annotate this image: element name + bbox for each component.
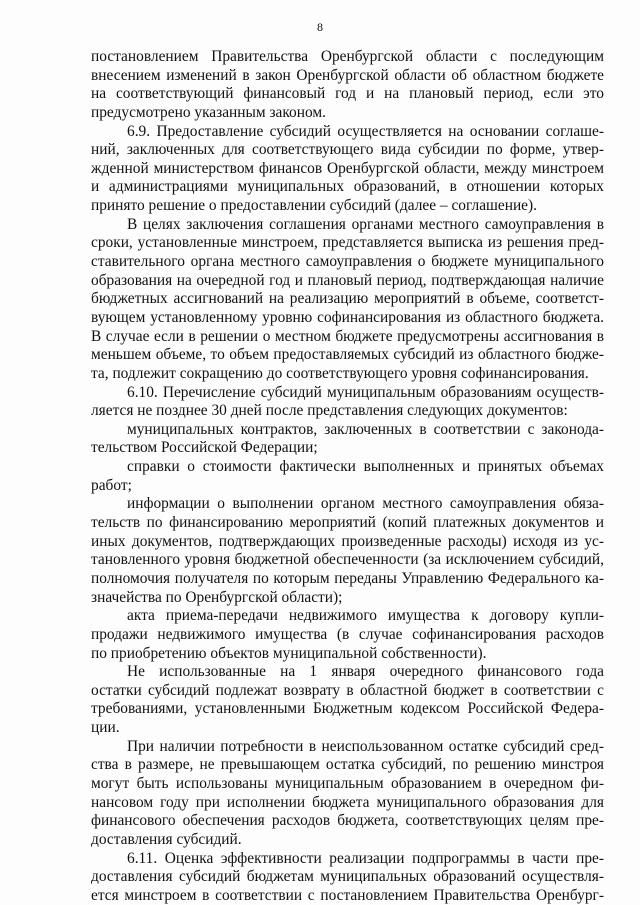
text-line: справки о стоимости фактически выполненных и принятых объемах: [127, 458, 604, 476]
text-line: доставления субсидий.: [91, 830, 242, 848]
text-line: образования на очередной год и плановый период, подтверждающая наличие: [91, 271, 604, 289]
text-line: могут быть использованы муниципальным образованием в очередном фи-: [91, 774, 604, 792]
text-line: и администрациями муниципальных образований, в отношении которых: [91, 178, 604, 196]
text-line: продажи недвижимого имущества (в случае софинансирования расходов: [91, 625, 604, 643]
text-line: внесением изменений в закон Оренбургской области об областном бюджете: [91, 66, 604, 84]
text-line: принято решение о предоставлении субсидий (далее – соглашение).: [91, 197, 537, 215]
text-line: тельств по финансированию мероприятий (копий платежных документов и: [91, 514, 604, 532]
text-line: В случае если в решении о местном бюджете предусмотрены ассигнования в: [91, 327, 604, 345]
text-line: та, подлежит сокращению до соответствующего уровня софинансирования.: [91, 364, 589, 382]
text-line: 6.9. Предоставление субсидий осуществляется на основании соглаше-: [127, 122, 604, 140]
text-line: жденной министерством финансов Оренбургской области, между минстроем: [91, 159, 604, 177]
text-line: информации о выполнении органом местного самоуправления обяза-: [127, 495, 604, 513]
text-line: тановленного уровня бюджетной обеспеченности (за исключением субсидий,: [91, 551, 604, 569]
text-line: акта приема-передачи недвижимого имущества к договору купли-: [127, 607, 604, 625]
text-line: иных документов, подтверждающих произведенные расходы) исходя из ус-: [91, 532, 604, 550]
text-line: Не использованные на 1 января очередного финансового года: [127, 663, 604, 681]
text-line: В целях заключения соглашения органами местного самоуправления в: [127, 215, 604, 233]
body-text: [91, 48, 604, 905]
text-line: ства в размере, не превышающем остатка субсидий, по решению минстроя: [91, 756, 604, 774]
text-line: нансовом году при исполнении бюджета муниципального образования для: [91, 793, 604, 811]
text-line: на соответствующий финансовый год и на плановый период, если это: [91, 85, 604, 103]
text-line: значейства по Оренбургской области);: [91, 588, 343, 606]
text-line: требованиями, установленными Бюджетным кодексом Российской Федера-: [91, 700, 604, 718]
text-line: постановлением Правительства Оренбургской области с последующим: [91, 48, 604, 65]
text-line: 6.10. Перечисление субсидий муниципальным образованиям осуществ-: [127, 383, 604, 401]
text-line: полномочия получателя по которым переданы Управлению Федерального ка-: [91, 569, 604, 587]
text-line: остатки субсидий подлежат возврату в областной бюджет в соответствии с: [91, 681, 604, 699]
text-line: муниципальных контрактов, заключенных в соответствии с законода-: [127, 420, 604, 438]
text-line: ляется не позднее 30 дней после представления следующих документов:: [91, 402, 568, 420]
text-line: ется минстроем в соответствии с постановлением Правительства Оренбург-: [91, 886, 604, 904]
text-line: ции.: [91, 719, 120, 737]
page-number: 8: [317, 20, 323, 34]
text-line: При наличии потребности в неиспользованном остатке субсидий сред-: [127, 737, 604, 755]
text-line: доставления субсидий бюджетам муниципальных образований осуществля-: [91, 868, 604, 886]
text-line: ставительного органа местного самоуправления о бюджете муниципального: [91, 253, 604, 271]
text-line: предусмотрено указанным законом.: [91, 103, 326, 121]
text-line: сроки, установленные минстроем, представляется выписка из решения пред-: [91, 234, 604, 252]
text-line: финансового обеспечения расходов бюджета, соответствующих целям пре-: [91, 812, 604, 830]
text-line: ний, заключенных для соответствующего вида субсидии по форме, утвер-: [91, 141, 604, 159]
text-line: бюджетных ассигнований на реализацию мероприятий в объеме, соответст-: [91, 290, 604, 308]
text-line: вующем установленному уровню софинансирования из областного бюджета.: [91, 308, 604, 326]
text-line: по приобретению объектов муниципальной собственности).: [91, 644, 487, 662]
text-line: 6.11. Оценка эффективности реализации подпрограммы в части пре-: [127, 849, 604, 867]
text-line: меньшем объеме, то объем предоставляемых субсидий из областного бюдже-: [91, 346, 604, 364]
text-line: работ;: [91, 476, 132, 494]
text-line: тельством Российской Федерации;: [91, 439, 318, 457]
